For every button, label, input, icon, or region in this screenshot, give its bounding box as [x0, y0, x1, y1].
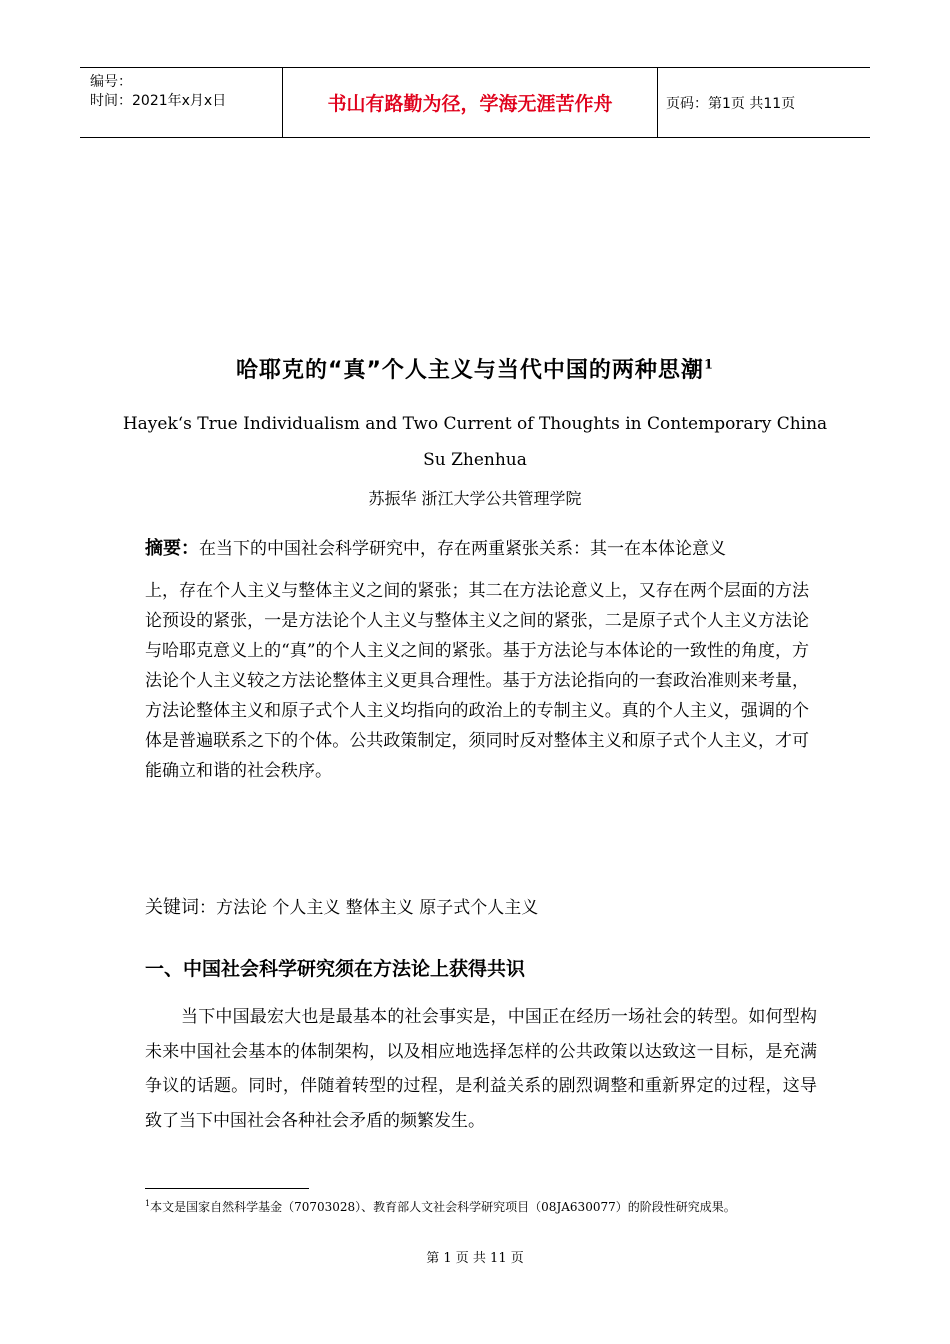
footnote-text: 本文是国家自然科学基金（70703028）、教育部人文社会科学研究项目（08JA630077）的阶段性研究成果。 [150, 1200, 736, 1214]
page-footer: 第 1 页 共 11 页 [426, 1251, 524, 1266]
keywords-label: 关键词 [145, 897, 199, 918]
paper-title [0, 353, 950, 384]
section-paragraph: 当下中国最宏大也是最基本的社会事实是，中国正在经历一场社会的转型。如何型构未来中国社会基本的体制架构，以及相应地选择怎样的公共政策以达致这一目标，是充满争议的话题。同时，伴随着转型的过程，是利益关系的剧烈调整和重新界定的过程，这导致了当下中国社会各种社会矛盾的频繁发生。 [145, 1007, 817, 1131]
keywords-text: ：方法论 个人主义 整体主义 原子式个人主义 [199, 898, 539, 918]
abstract-first-text: 在当下的中国社会科学研究中，存在两重紧张关系：其一在本体论意义 [199, 539, 726, 559]
section-heading: 一、中国社会科学研究须在方法论上获得共识 [145, 958, 526, 980]
header-page-info: 页码：第1页 共11页 [666, 95, 796, 112]
footnote-divider [145, 1188, 309, 1189]
document-header-table [80, 67, 870, 138]
paper-title-english: Hayek‘s True Individualism and Two Current of Thoughts in Contemporary China [122, 414, 828, 434]
abstract-label: 摘要： [145, 538, 199, 559]
abstract-body: 上，存在个人主义与整体主义之间的紧张；其二在方法论意义上，又存在两个层面的方法论预设的紧张，一是方法论个人主义与整体主义之间的紧张，二是原子式个人主义方法论与哈耶克意义上的“真”的个人主义之间的紧张。基于方法论与本体论的一致性的角度，方法论个人主义较之方法论整体主义更具合理性。基于方法论指向的一套政治准则来考量，方法论整体主义和原子式个人主义均指向的政治上的专制主义。真的个人主义，强调的个体是普遍联系之下的个体。公共政策制定，须同时反对整体主义和原子式个人主义，才可能确立和谐的社会秩序。 [145, 581, 809, 781]
footnote-mark: 1 [145, 1199, 151, 1208]
document-number-label: 编号： [90, 74, 132, 90]
document-date-label: 时间：2021年x月x日 [90, 93, 227, 109]
header-motto: 书山有路勤为径，学海无涯苦作舟 [283, 68, 658, 137]
header-meta-cell [80, 68, 283, 137]
footnote [145, 1195, 805, 1216]
author-affiliation: 苏振华 浙江大学公共管理学院 [368, 489, 582, 508]
abstract [145, 534, 809, 786]
author-name-english: Su Zhenhua [423, 450, 527, 470]
keywords [145, 893, 809, 919]
abstract-first-line [145, 534, 809, 564]
title-footnote-mark: 1 [703, 357, 714, 373]
paper-title-text: 哈耶克的“真”个人主义与当代中国的两种思潮 [236, 358, 704, 383]
